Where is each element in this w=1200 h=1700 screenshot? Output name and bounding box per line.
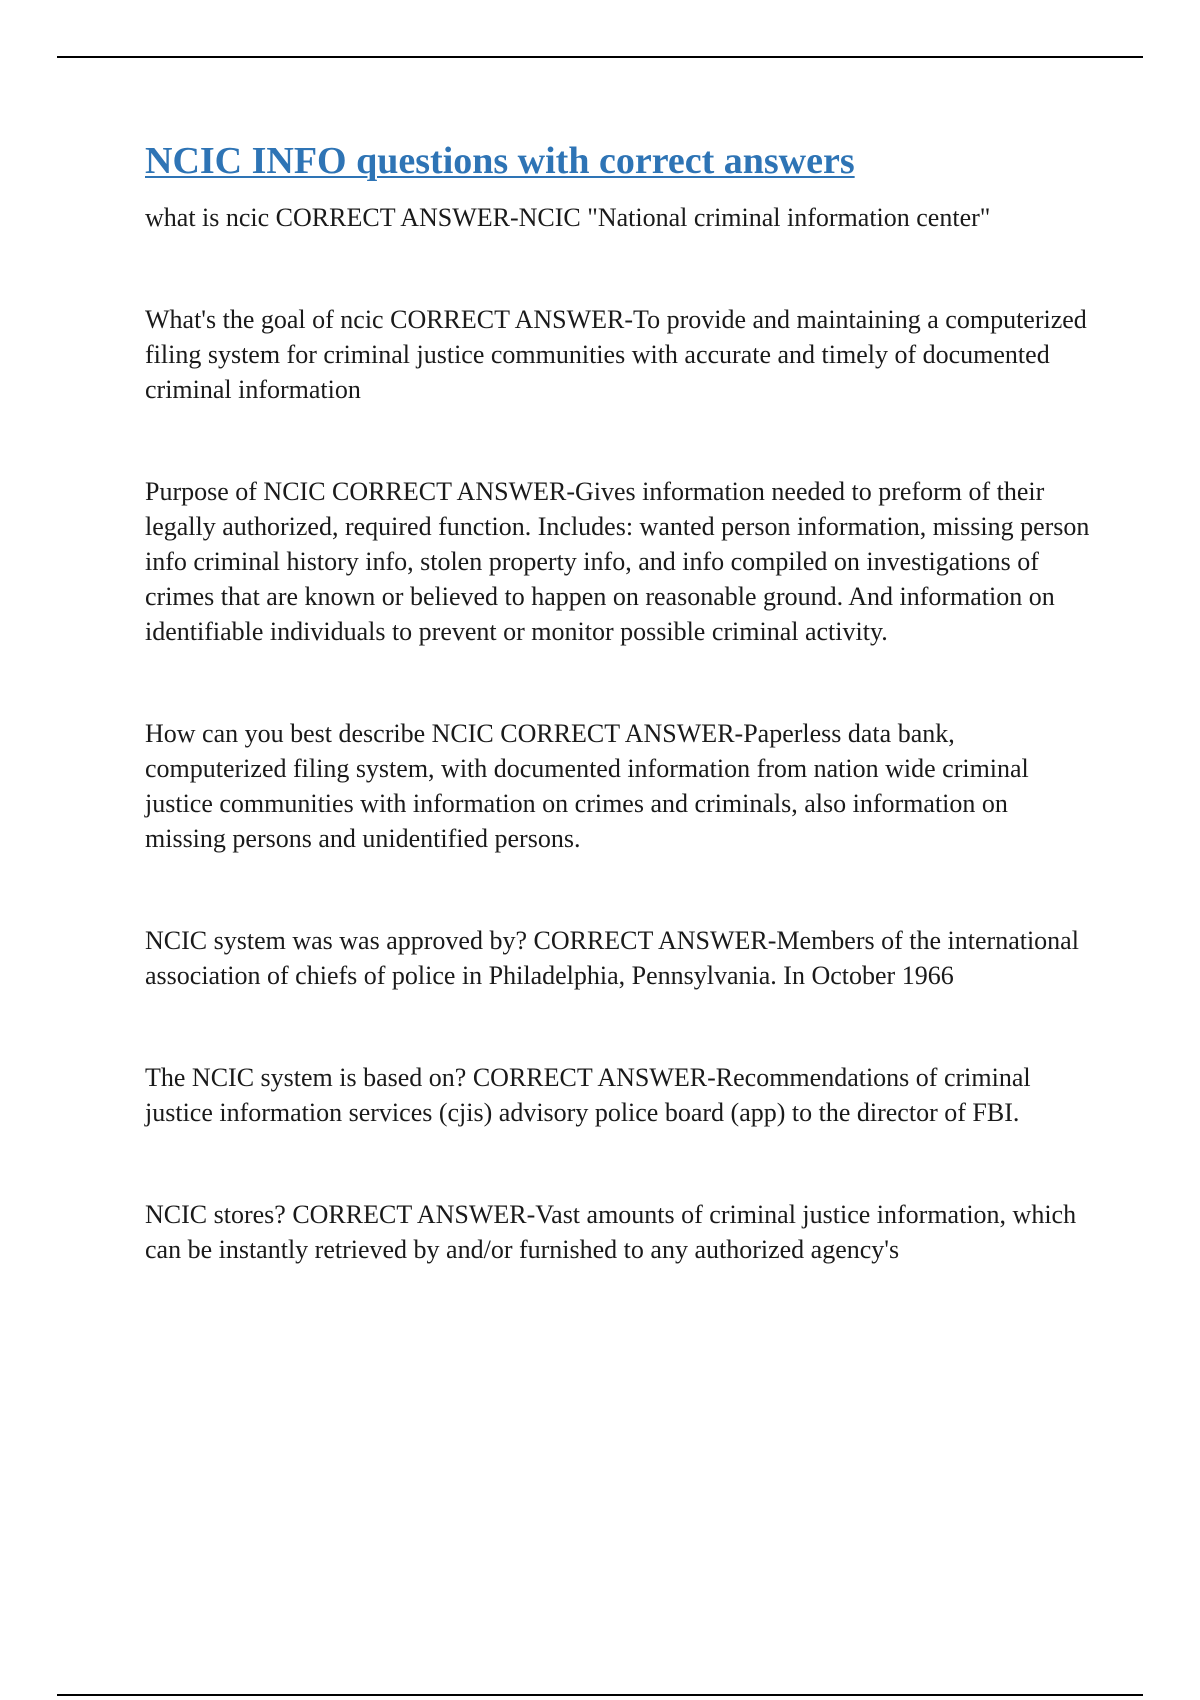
- header-rule: [57, 56, 1143, 58]
- qa-entry: NCIC system was was approved by? CORRECT ANSWER-Members of the international association of chiefs of police in Philadelphia, Pennsylvania. In October 1966: [145, 925, 1079, 990]
- qa-entry: The NCIC system is based on? CORRECT ANSWER-Recommendations of criminal justice information services (cjis) advisory police board (app) to the director of FBI.: [145, 1062, 1031, 1127]
- document-body: [145, 140, 1095, 1334]
- footer-rule: [57, 1694, 1143, 1696]
- qa-entry: How can you best describe NCIC CORRECT ANSWER-Paperless data bank, computerized filing system, with documented information from nation wide criminal justice communities with information on crimes and criminals, also information on missing persons and unidentified persons.: [145, 718, 1029, 853]
- qa-entry: what is ncic CORRECT ANSWER-NCIC "National criminal information center": [145, 202, 991, 232]
- document-title: NCIC INFO questions with correct answers: [145, 140, 855, 182]
- qa-entry: Purpose of NCIC CORRECT ANSWER-Gives information needed to preform of their legally authorized, required function. Includes: wanted person information, missing person info criminal history info, stolen property info, and info compiled on investigations of crimes that are known or believed to happen on reasonable ground. And information on identifiable individuals to prevent or monitor possible criminal activity.: [145, 476, 1090, 646]
- qa-entry: What's the goal of ncic CORRECT ANSWER-To provide and maintaining a computerized filing system for criminal justice communities with accurate and timely of documented criminal information: [145, 304, 1087, 404]
- qa-entry: NCIC stores? CORRECT ANSWER-Vast amounts of criminal justice information, which can be instantly retrieved by and/or furnished to any authorized agency's: [145, 1199, 1077, 1264]
